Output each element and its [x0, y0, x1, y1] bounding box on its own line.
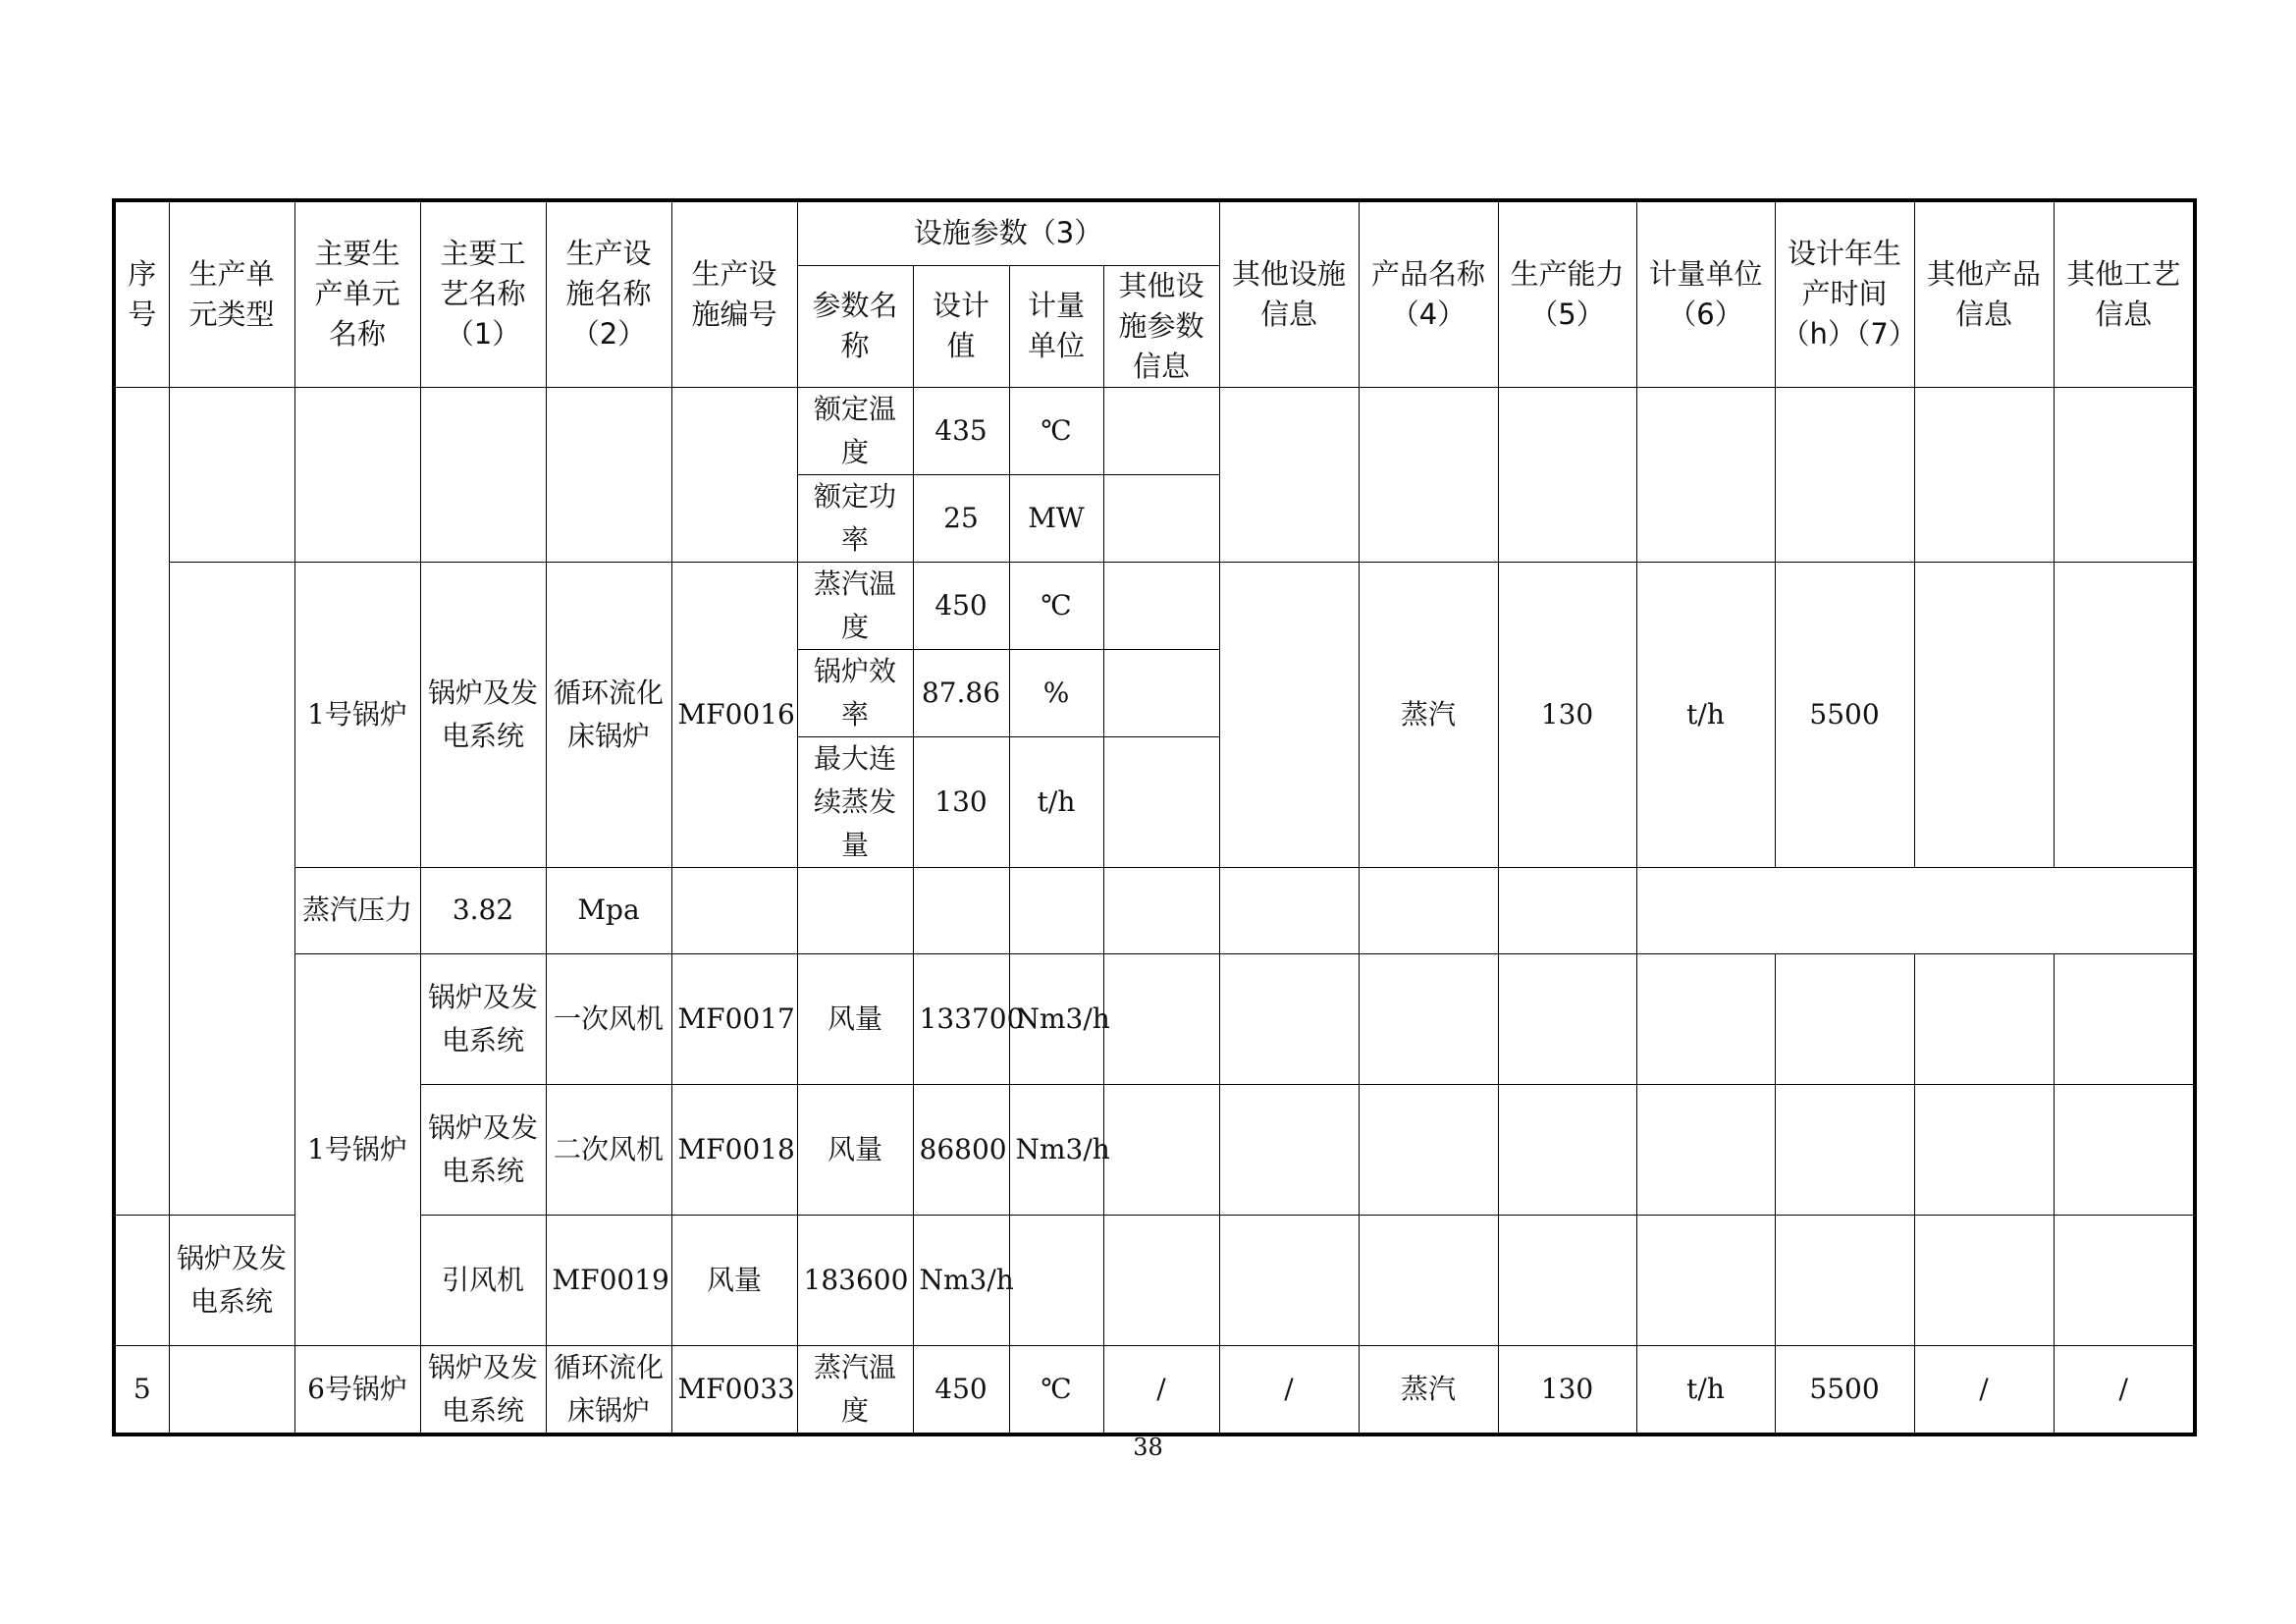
- facility-cell: [546, 387, 671, 562]
- header-other-facility-info: 其他设施信息: [1219, 200, 1359, 387]
- other-facility-cell: [1219, 387, 1359, 562]
- other-process-cell: [2054, 1084, 2195, 1215]
- other-product-cell: [1914, 387, 2054, 562]
- process-cell: 锅炉及发电系统: [420, 1345, 546, 1435]
- other-product-cell: /: [1914, 1345, 2054, 1435]
- param-name-cell: 额定功率: [797, 474, 913, 562]
- facility-table: [112, 198, 2197, 1436]
- hours-cell: 5500: [1775, 1345, 1914, 1435]
- design-value-cell: 87.86: [913, 649, 1009, 736]
- other-param-cell: [1009, 1215, 1103, 1345]
- header-design-value: 设计值: [913, 265, 1009, 387]
- design-value-cell: 25: [913, 474, 1009, 562]
- other-product-cell: [1914, 1084, 2054, 1215]
- param-name-cell: 风量: [797, 1084, 913, 1215]
- other-process-cell: /: [2054, 1345, 2195, 1435]
- design-value-cell: 133700: [913, 953, 1009, 1084]
- other-facility-cell: /: [1219, 1345, 1359, 1435]
- other-facility-cell: [1103, 1215, 1219, 1345]
- param-unit-cell: Nm3/h: [913, 1215, 1009, 1345]
- design-value-cell: 435: [913, 387, 1009, 474]
- product-cell: [1359, 953, 1498, 1084]
- design-value-cell: 86800: [913, 1084, 1009, 1215]
- param-unit-cell: ℃: [1009, 387, 1103, 474]
- other-process-cell: [1498, 867, 1636, 953]
- seq-cell-continued: [114, 387, 169, 1215]
- param-unit-cell: %: [1009, 649, 1103, 736]
- code-cell: MF0018: [671, 1084, 797, 1215]
- header-unit-type: 生产单元类型: [169, 200, 294, 387]
- param-unit-cell: Nm3/h: [1009, 953, 1103, 1084]
- header-other-product-info: 其他产品信息: [1914, 200, 2054, 387]
- facility-cell: 一次风机: [546, 953, 671, 1084]
- header-param-unit: 计量单位: [1009, 265, 1103, 387]
- capacity-unit-cell: [1498, 1215, 1636, 1345]
- other-product-cell: [1914, 562, 2054, 867]
- main-unit-cell: [294, 387, 420, 562]
- unit-type-cell: [114, 1215, 169, 1345]
- facility-cell: 二次风机: [546, 1084, 671, 1215]
- page-number: 38: [1133, 1434, 1163, 1461]
- hours-cell: 5500: [1775, 562, 1914, 867]
- facility-cell: 引风机: [420, 1215, 546, 1345]
- product-cell: 蒸汽: [1359, 562, 1498, 867]
- header-other-process-info: 其他工艺信息: [2054, 200, 2195, 387]
- header-seq: 序号: [114, 200, 169, 387]
- hours-cell: [1775, 1084, 1914, 1215]
- capacity-cell: [1498, 387, 1636, 562]
- code-cell: [671, 387, 797, 562]
- param-unit-cell: MW: [1009, 474, 1103, 562]
- other-process-cell: [2054, 562, 2195, 867]
- other-process-cell: [2054, 953, 2195, 1084]
- process-cell: 锅炉及发电系统: [420, 1084, 546, 1215]
- hours-cell: [1219, 867, 1359, 953]
- product-cell: [1219, 1215, 1359, 1345]
- other-facility-cell: [1219, 562, 1359, 867]
- design-value-cell: 183600: [797, 1215, 913, 1345]
- header-other-param-info: 其他设施参数信息: [1103, 265, 1219, 387]
- param-name-cell: 蒸汽压力: [294, 867, 420, 953]
- header-capacity-unit: 计量单位（6）: [1636, 200, 1775, 387]
- process-cell: 锅炉及发电系统: [420, 953, 546, 1084]
- capacity-cell: [1498, 1084, 1636, 1215]
- other-param-cell: /: [1103, 1345, 1219, 1435]
- param-name-cell: 蒸汽温度: [797, 1345, 913, 1435]
- param-name-cell: 蒸汽温度: [797, 562, 913, 649]
- other-param-cell: [1103, 736, 1219, 867]
- param-unit-cell: ℃: [1009, 562, 1103, 649]
- main-unit-cell: 6号锅炉: [294, 1345, 420, 1435]
- code-cell: MF0016: [671, 562, 797, 867]
- other-process-cell: [2054, 387, 2195, 562]
- process-cell: 锅炉及发电系统: [420, 562, 546, 867]
- code-cell: MF0017: [671, 953, 797, 1084]
- param-name-cell: 风量: [671, 1215, 797, 1345]
- capacity-cell: 130: [1498, 562, 1636, 867]
- param-unit-cell: ℃: [1009, 1345, 1103, 1435]
- capacity-cell: 130: [1498, 1345, 1636, 1435]
- other-facility-cell: [1219, 953, 1359, 1084]
- other-product-cell: [1914, 953, 2054, 1084]
- other-param-cell: [1103, 562, 1219, 649]
- code-cell: MF0033: [671, 1345, 797, 1435]
- other-param-cell: [671, 867, 797, 953]
- capacity-unit-cell: [1103, 867, 1219, 953]
- header-facility-name: 生产设施名称（2）: [546, 200, 671, 387]
- seq-cell: 5: [114, 1345, 169, 1435]
- facility-cell: 循环流化床锅炉: [546, 562, 671, 867]
- unit-type-cell: [169, 387, 294, 562]
- capacity-unit-cell: [1636, 953, 1775, 1084]
- param-unit-cell: t/h: [1009, 736, 1103, 867]
- product-cell: [1359, 387, 1498, 562]
- other-param-cell: [1103, 474, 1219, 562]
- header-facility-code: 生产设施编号: [671, 200, 797, 387]
- unit-type-cell: [169, 562, 294, 1215]
- other-param-cell: [1103, 387, 1219, 474]
- param-unit-cell: Mpa: [546, 867, 671, 953]
- header-capacity: 生产能力（5）: [1498, 200, 1636, 387]
- hours-cell: [1775, 953, 1914, 1084]
- other-facility-cell: [797, 867, 913, 953]
- header-design-hours: 设计年生产时间（h）（7）: [1775, 200, 1914, 387]
- other-param-cell: [1103, 1084, 1219, 1215]
- header-facility-params: 设施参数（3）: [797, 200, 1219, 265]
- product-cell: [1359, 1084, 1498, 1215]
- other-product-cell: [1775, 1215, 1914, 1345]
- other-param-cell: [1103, 649, 1219, 736]
- param-name-cell: 额定温度: [797, 387, 913, 474]
- design-value-cell: 3.82: [420, 867, 546, 953]
- product-cell: 蒸汽: [1359, 1345, 1498, 1435]
- capacity-unit-cell: t/h: [1636, 562, 1775, 867]
- other-param-cell: [1103, 953, 1219, 1084]
- param-unit-cell: Nm3/h: [1009, 1084, 1103, 1215]
- other-product-cell: [1359, 867, 1498, 953]
- code-cell: MF0019: [546, 1215, 671, 1345]
- param-name-cell: 风量: [797, 953, 913, 1084]
- param-name-cell: 锅炉效率: [797, 649, 913, 736]
- main-unit-cell: 1号锅炉: [294, 562, 420, 867]
- other-facility-cell: [1219, 1084, 1359, 1215]
- capacity-cell: [1498, 953, 1636, 1084]
- hours-cell: [1636, 1215, 1775, 1345]
- capacity-cell: [1009, 867, 1103, 953]
- unit-type-cell: [169, 1345, 294, 1435]
- capacity-unit-cell: t/h: [1636, 1345, 1775, 1435]
- header-param-name: 参数名称: [797, 265, 913, 387]
- process-cell: 锅炉及发电系统: [169, 1215, 294, 1345]
- header-product-name: 产品名称（4）: [1359, 200, 1498, 387]
- main-unit-cell: 1号锅炉: [294, 953, 420, 1345]
- capacity-unit-cell: [1636, 387, 1775, 562]
- param-name-cell: 最大连续蒸发量: [797, 736, 913, 867]
- process-cell: [420, 387, 546, 562]
- capacity-cell: [1359, 1215, 1498, 1345]
- design-value-cell: 450: [913, 562, 1009, 649]
- capacity-unit-cell: [1636, 1084, 1775, 1215]
- hours-cell: [1775, 387, 1914, 562]
- other-process-cell: [1914, 1215, 2054, 1345]
- header-main-unit-name: 主要生产单元名称: [294, 200, 420, 387]
- header-process-name: 主要工艺名称（1）: [420, 200, 546, 387]
- design-value-cell: 450: [913, 1345, 1009, 1435]
- facility-cell: 循环流化床锅炉: [546, 1345, 671, 1435]
- design-value-cell: 130: [913, 736, 1009, 867]
- product-cell: [913, 867, 1009, 953]
